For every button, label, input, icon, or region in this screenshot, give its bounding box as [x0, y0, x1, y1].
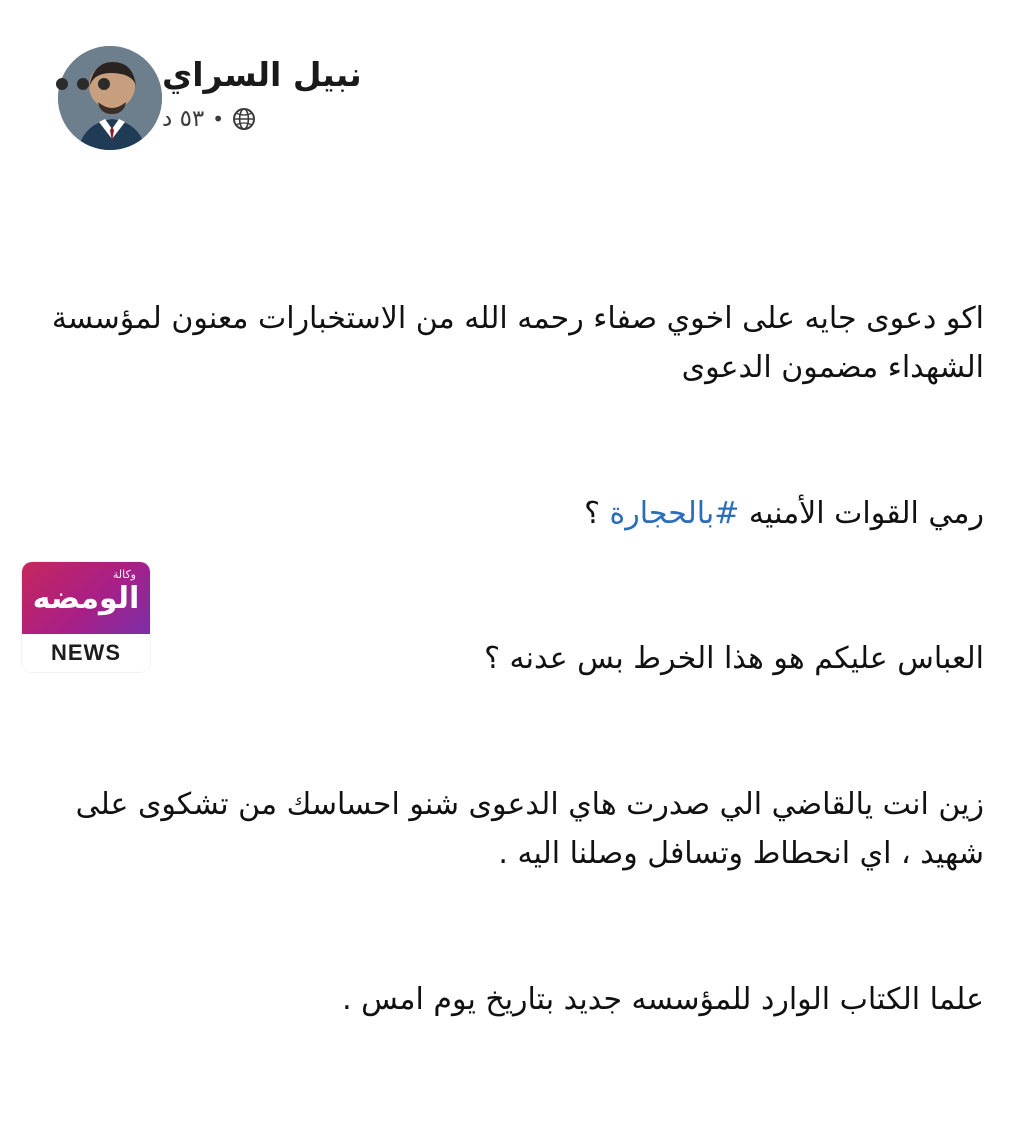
watermark-bottom	[22, 634, 150, 672]
watermark-arabic-small: وكالة	[112, 568, 136, 581]
dot	[77, 78, 89, 90]
post-header	[40, 46, 984, 176]
post-line: العباس عليكم هو هذا الخرط بس عدنه ؟	[484, 641, 984, 677]
author-block	[162, 46, 362, 132]
dot	[98, 78, 110, 90]
post-line: اكو دعوى جايه على اخوي صفاء رحمه الله من الاستخبارات معنون لمؤسسة الشهداء مضمون الدعوى	[42, 301, 984, 385]
more-options-icon[interactable]	[56, 78, 110, 90]
post-meta	[162, 106, 256, 132]
dot	[56, 78, 68, 90]
globe-icon[interactable]	[232, 107, 256, 131]
post-timestamp[interactable]: ٥٣ د	[162, 105, 205, 132]
post-line: زين انت يالقاضي الي صدرت هاي الدعوى شنو احساسك من تشكوى على شهيد ، اي انحطاط وتسافل وصلنا اليه .	[66, 787, 984, 871]
author-name[interactable]: نبيل السراي	[162, 55, 362, 94]
watermark-arabic-main: الومضه	[32, 580, 140, 616]
watermark-latin: NEWS	[51, 640, 121, 665]
hashtag-link[interactable]: #بالحجارة	[609, 495, 740, 531]
avatar[interactable]	[58, 46, 162, 150]
meta-separator: •	[212, 106, 225, 131]
channel-watermark-logo	[22, 562, 150, 672]
watermark-top	[22, 562, 150, 634]
post-line: رمي القوات الأمنيه #بالحجارة ؟	[584, 495, 984, 531]
post-line: علما الكتاب الوارد للمؤسسه جديد بتاريخ يوم امس .	[342, 981, 984, 1017]
post-body	[40, 198, 984, 1121]
